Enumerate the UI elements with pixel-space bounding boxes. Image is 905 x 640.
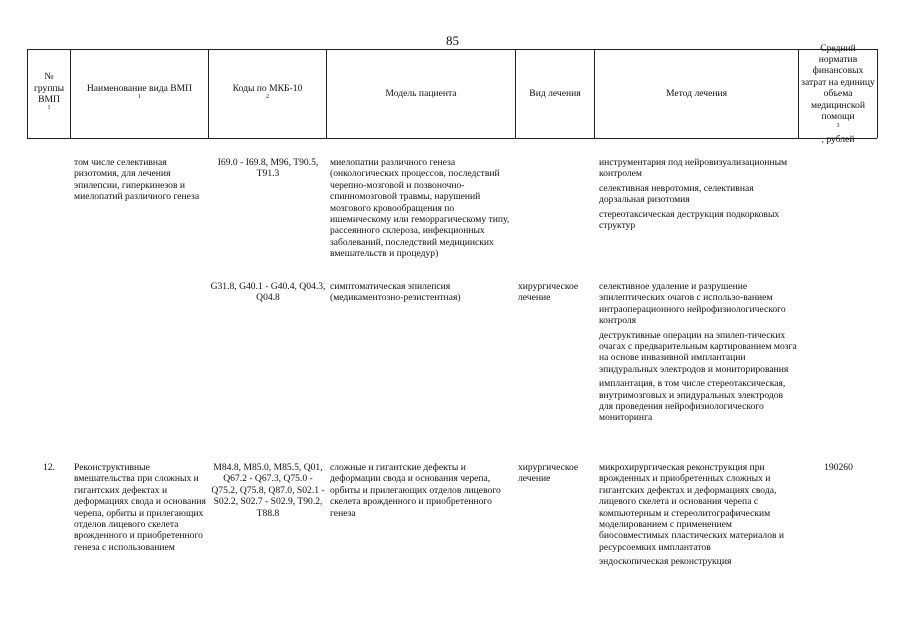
method-item: селективное удаление и разрушение эпилептических очагов с использо-ванием интраоперационного нейрофизиологического контроля: [599, 281, 786, 327]
row-vmp-name: том числе селективная ризотомия, для лечения эпилепсии, гиперкинезов и миелопатий различного генеза: [74, 157, 200, 203]
row-patient-model: симптоматическая эпилепсия (медикаментозно-резистентная): [330, 281, 461, 304]
header-treatment-type: Вид лечения: [529, 88, 581, 100]
row-vmp-name: Реконструктивные вмешательства при сложных и гигантских дефектах и деформациях свода и основания черепа, орбиты и прилегающих отделов лицевого скелета врожденного и приобретенного генеза с использованием: [74, 462, 206, 553]
method-item: эндоскопическая реконструкция: [599, 556, 732, 568]
row-group-number: 12.: [43, 462, 55, 473]
method-item: деструктивные операции на эпилеп-тических очагах с предварительным картированием мозга на основе инвазивной имплантации эпидуральных электродов и мониторирования: [599, 329, 797, 375]
row-icd-codes: I69.0 - I69.8, M96, T90.5, T91.3: [217, 157, 319, 180]
row-treatment-type: хирургическое лечение: [518, 281, 579, 304]
method-item: стереотаксическая деструкция подкорковых структур: [599, 208, 780, 232]
header-cost: Средний норматив финансовых затрат на единицу объема медицинской помощи $^3$ , рублей: [801, 42, 875, 145]
row-treatment-type: хирургическое лечение: [518, 462, 579, 485]
row-methods: [599, 157, 797, 234]
header-bottom-border: [27, 138, 877, 139]
header-treatment-method: Метод лечения: [665, 88, 728, 100]
row-icd-codes: M84.8, M85.0, M85.5, Q01, Q67.2 - Q67.3, Q75.0 - Q75.2, Q75.8, Q87.0, S02.1 - S02.2, S02.7 - S02.9, T90.2, T88.8: [211, 462, 325, 519]
row-patient-model: сложные и гигантские дефекты и деформации свода и основания черепа, орбиты и прилегающих отделов лицевого скелета врожденного и приобретенного генеза: [330, 462, 501, 519]
row-methods: [599, 281, 797, 427]
header-icd-codes: Коды по МКБ-10 $^2$: [232, 82, 303, 100]
row-cost: 190260: [824, 462, 853, 473]
header-divider: [877, 49, 878, 138]
row-icd-codes: G31.8, G40.1 - G40.4, Q04.3, Q04.8: [210, 281, 326, 304]
method-item: селективная невротомия, селективная дорзальная ризотомия: [599, 182, 754, 206]
page-number: 85: [446, 33, 459, 48]
row-patient-model: миелопатии различного генеза (онкологических процессов, последствий черепно-мозговой и позвоночно-спинномозговой травмы, нарушений мозгового кровообращения по ишемическому или геморрагическому типу, рассеянного склероза, инфекционных заболеваний, последствий медицинских вмешательств и процедур): [330, 157, 510, 260]
header-patient-model: Модель пациента: [385, 88, 457, 100]
row-methods: [599, 462, 797, 571]
header-group-number: № группы ВМП $^1$: [33, 71, 65, 112]
method-item: инструментария под нейровизуализационным контролем: [599, 157, 788, 180]
header-vmp-name: Наименование вида ВМП $^1$: [86, 82, 193, 100]
method-item: микрохирургическая реконструкция при врожденных и приобретенных сложных и гигантских дефектах и деформациях свода, лицевого скелета и основания черепа с компьютерным и стереолитографическим моделированием с применением биосовместимых пластических материалов и ресурсоемких имплантатов: [599, 462, 785, 553]
method-item: имплантация, в том числе стереотаксическая, внутримозговых и эпидуральных электродов для проведения нейрофизиологического мониторинга: [599, 378, 786, 424]
